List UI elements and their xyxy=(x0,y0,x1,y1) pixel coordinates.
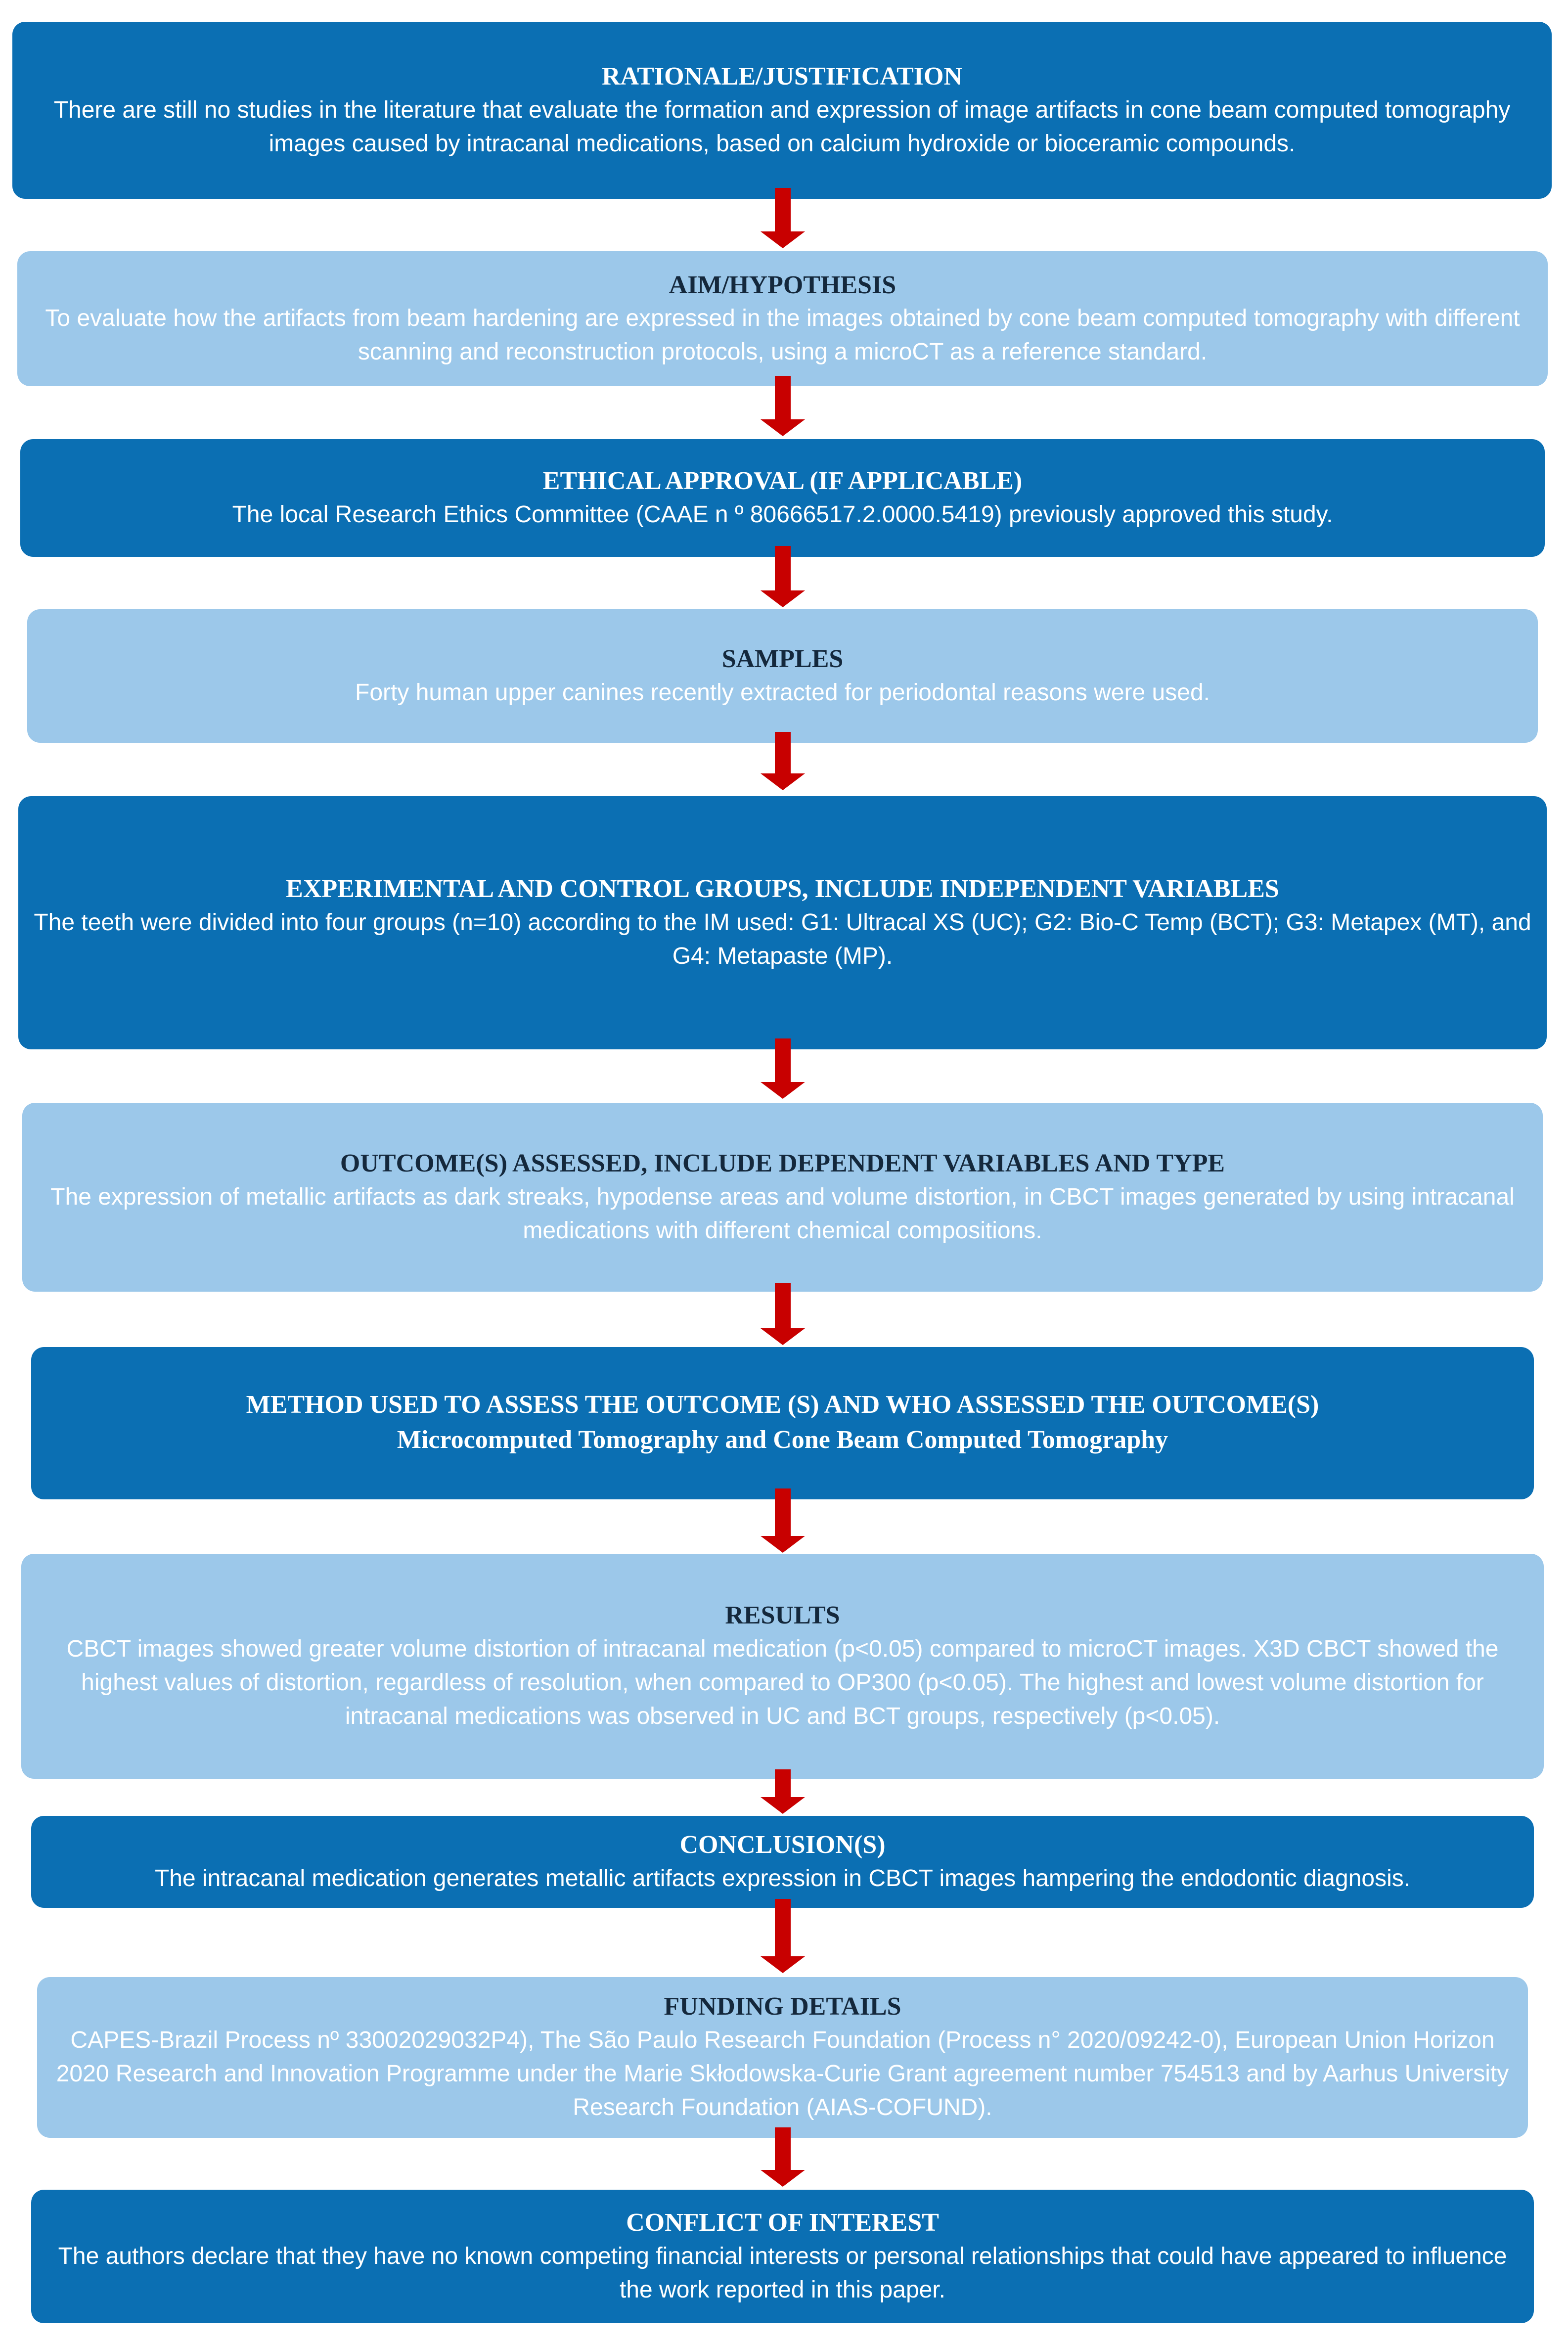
arrow-down-icon xyxy=(761,1769,805,1814)
arrow-down-icon xyxy=(761,376,805,436)
arrow-down-icon xyxy=(761,1488,805,1553)
box-body: The teeth were divided into four groups (n=10) according to the IM used: G1: Ultracal XS (UC); G2: Bio-C Temp (BCT); G3: Metapex (MT), and G4: Metapaste (MP). xyxy=(34,909,1531,969)
box-body: CAPES-Brazil Process nº 33002029032P4), The São Paulo Research Foundation (Process n° 2020/09242-0), European Union Horizon 2020 Research and Innovation Programme under the Marie Skłodowska-Curie Grant agreement number 754513 and by Aarhus University Research Foundation (AIAS-COFUND). xyxy=(56,2027,1509,2121)
arrow-down-icon xyxy=(761,732,805,790)
arrow-down-icon xyxy=(761,546,805,607)
flow-box-results xyxy=(21,1554,1544,1779)
box-body: There are still no studies in the literature that evaluate the formation and expression of image artifacts in cone beam computed tomography images caused by intracanal medications, based on calcium hydroxide or bioceramic compounds. xyxy=(53,96,1511,157)
flow-box-outcomes xyxy=(22,1103,1543,1292)
box-title: CONFLICT OF INTEREST xyxy=(626,2208,939,2237)
box-body: The authors declare that they have no known competing financial interests or personal relationships that could have appeared to influence the work reported in this paper. xyxy=(58,2243,1507,2303)
box-body: Microcomputed Tomography and Cone Beam Computed Tomography xyxy=(397,1425,1168,1454)
box-body: The expression of metallic artifacts as dark streaks, hypodense areas and volume distortion, in CBCT images generated by using intracanal medications with different chemical compositions. xyxy=(50,1183,1515,1244)
box-body: Forty human upper canines recently extracted for periodontal reasons were used. xyxy=(355,679,1210,706)
flow-box-method xyxy=(31,1347,1534,1499)
box-title: RESULTS xyxy=(725,1601,840,1630)
flow-box-conflict-of-interest xyxy=(31,2190,1534,2323)
box-title: RATIONALE/JUSTIFICATION xyxy=(601,62,963,91)
arrow-down-icon xyxy=(761,2127,805,2187)
box-title: FUNDING DETAILS xyxy=(664,1992,901,2021)
box-title: METHOD USED TO ASSESS THE OUTCOME (S) AND WHO ASSESSED THE OUTCOME(S) xyxy=(246,1391,1319,1419)
box-title: ETHICAL APPROVAL (IF APPLICABLE) xyxy=(542,467,1023,496)
box-body: CBCT images showed greater volume distortion of intracanal medication (p<0.05) compared to microCT images. X3D CBCT showed the highest values of distortion, regardless of resolution, when compared to OP300 (p<0.05). The highest and lowest volume distortion for intracanal medications was observed in UC and BCT groups, respectively (p<0.05). xyxy=(66,1636,1499,1730)
box-title: SAMPLES xyxy=(721,645,844,674)
box-title: EXPERIMENTAL AND CONTROL GROUPS, INCLUDE INDEPENDENT VARIABLES xyxy=(286,875,1279,903)
arrow-down-icon xyxy=(761,188,805,248)
flow-box-samples xyxy=(27,609,1538,743)
box-body: The intracanal medication generates metallic artifacts expression in CBCT images hampering the endodontic diagnosis. xyxy=(154,1865,1411,1892)
arrow-down-icon xyxy=(761,1899,805,1973)
box-body: The local Research Ethics Committee (CAAE n º 80666517.2.0000.5419) previously approved this study. xyxy=(232,501,1333,528)
box-title: CONCLUSION(S) xyxy=(679,1831,886,1859)
arrow-down-icon xyxy=(761,1038,805,1099)
flow-box-aim xyxy=(17,251,1548,386)
box-body: To evaluate how the artifacts from beam hardening are expressed in the images obtained by cone beam computed tomography with different scanning and reconstruction protocols, using a microCT as a reference standard. xyxy=(45,305,1520,365)
flow-box-conclusion xyxy=(31,1816,1534,1908)
box-title: AIM/HYPOTHESIS xyxy=(669,270,896,299)
flow-box-funding xyxy=(37,1977,1528,2138)
flow-box-groups xyxy=(18,796,1547,1049)
box-title: OUTCOME(S) ASSESSED, INCLUDE DEPENDENT VARIABLES AND TYPE xyxy=(340,1149,1225,1178)
arrow-down-icon xyxy=(761,1283,805,1345)
flow-box-ethical-approval xyxy=(20,439,1545,557)
flow-box-rationale xyxy=(12,22,1552,199)
